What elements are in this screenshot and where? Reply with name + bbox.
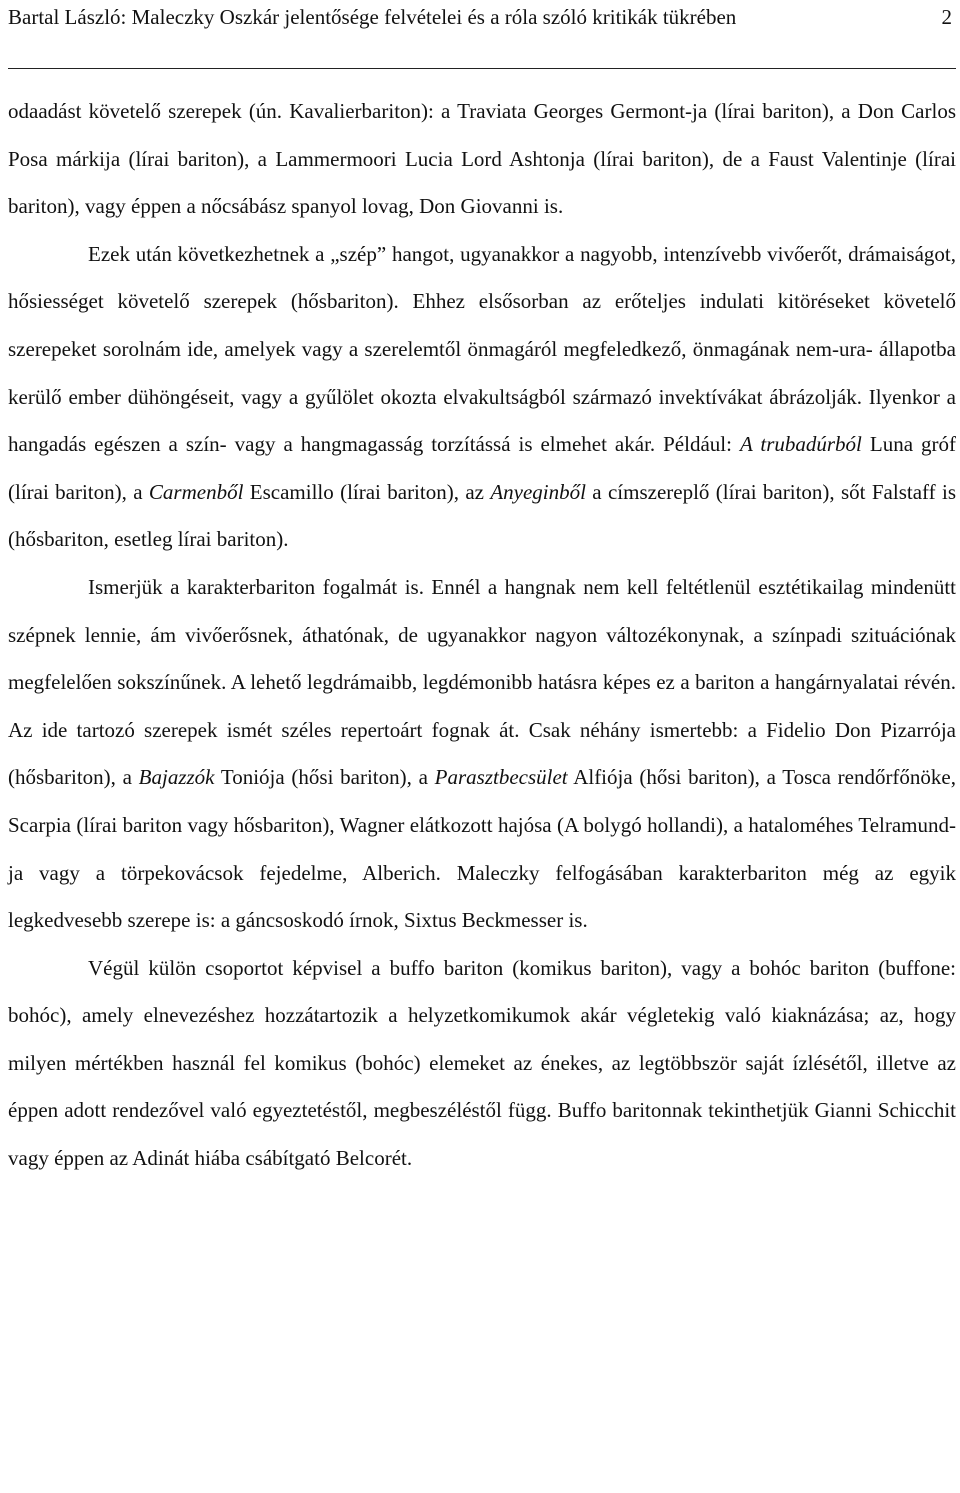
paragraph-text: Ismerjük a karakterbariton fogalmát is. Ennél a hangnak nem kell feltétlenül esztétikailag mindenütt szépnek lennie, ám vivőerősnek, áthatónak, de ugyanakkor nagyon változékonynak, a színpadi szituációnak megfelelően sokszínűnek. A lehető legdrámaibb, legdémonibb hatásra képes ez a bariton a hangárnyalatai révén. Az ide tartozó szerepek ismét széles repertoárt fognak át. Csak néhány ismertebb: a Fidelio Don Pizarrója (hősbariton), a (8, 574, 956, 790)
italic-work-title: A trubadúrból (739, 432, 862, 457)
paragraph-3 (8, 564, 956, 945)
italic-work-title: Carmenből (148, 479, 244, 504)
paragraph-text: a címszereplő (lírai bariton), sőt Falstaff is (hősbariton, esetleg lírai bariton). (8, 479, 956, 552)
italic-work-title: Anyeginből (490, 479, 586, 504)
running-title: Bartal László: Maleczky Oszkár jelentősége felvételei és a róla szóló kritikák tükrében (8, 5, 737, 29)
paragraph-text: Luna gróf (lírai bariton), a (8, 432, 957, 504)
paragraph-4 (8, 945, 956, 1183)
paragraph-1 (8, 88, 956, 231)
paragraph-text: Toniója (hősi bariton), a (214, 765, 435, 790)
paragraph-text: Ezek után következhetnek a „szép” hangot, ugyanakkor a nagyobb, intenzívebb vivőerőt, drámaiságot, hősiességet követelő szerepek (hősbariton). Ehhez elsősorban az erőteljes indulati kitöréseket követelő szerepeket sorolnám ide, amelyek vagy a szerelemtől önmagáról megfeledkező, önmagának nem-ura- állapotba kerülő ember dühöngéseit, vagy a gyűlölet okozta elvakultságból származó invektívákat ábrázolják. Ilyenkor a hangadás egészen a szín- vagy a hangmagasság torzítássá is elmehet akár. Például: (8, 241, 956, 457)
page-number: 2 (941, 5, 952, 29)
paragraph-text: odaadást követelő szerepek (ún. Kavalierbariton): a Traviata Georges Germont-ja (lírai bariton), a Don Carlos Posa márkija (lírai bariton), a Lammermoori Lucia Lord Ashtonja (lírai bariton), de a Faust Valentinje (lírai bariton), vagy éppen a nőcsábász spanyol lovag, Don Giovanni is. (8, 99, 956, 219)
paragraph-2 (8, 231, 956, 564)
document-body (8, 88, 956, 1183)
header-divider (8, 68, 956, 69)
italic-work-title: Parasztbecsület (434, 765, 568, 790)
paragraph-text: Escamillo (lírai bariton), az (243, 479, 491, 504)
paragraph-text: Végül külön csoportot képvisel a buffo bariton (komikus bariton), vagy a bohóc bariton (buffone: bohóc), amely elnevezéshez hozzátartozik a helyzetkomikumok akár végletekig való kiaknázása; az, hogy milyen mértékben használ fel komikus (bohóc) elemeket az énekes, az legtöbbször saját ízlésétől, illetve az éppen adott rendezővel való egyeztetéstől, megbeszéléstől függ. Buffo baritonnak tekinthetjük Gianni Schicchit vagy éppen az Adinát hiába csábítgató Belcorét. (8, 955, 956, 1171)
page-header (8, 2, 956, 33)
italic-work-title: Bajazzók (138, 765, 215, 790)
paragraph-text: Alfiója (hősi bariton), a Tosca rendőrfőnöke, Scarpia (lírai bariton vagy hősbariton), Wagner elátkozott hajósa (A bolygó hollandi), a hataloméhes Telramund-ja vagy a törpekovácsok fejedelme, Alberich. Maleczky felfogásában karakterbariton még az egyik legkedvesebb szerepe is: a gáncsoskodó írnok, Sixtus Beckmesser is. (8, 765, 956, 933)
